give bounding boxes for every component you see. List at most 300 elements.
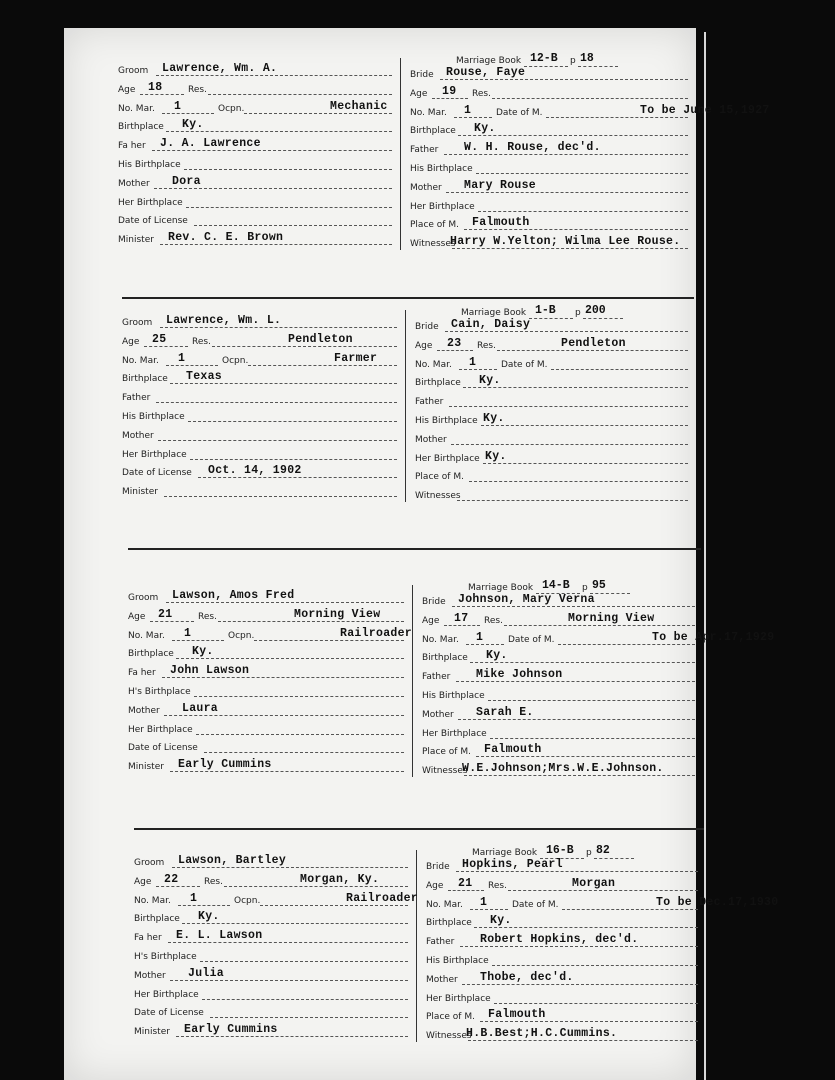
groom-field-row [122,444,397,462]
field-label: Date of License [128,743,198,754]
field-label: Father [426,937,455,948]
fill-line [445,331,688,332]
fill-line [212,346,397,347]
marriage-book-label: Marriage Book [461,308,527,318]
field-label: Her Birthplace [410,201,475,212]
page-value: 82 [596,844,610,857]
groom-field-row [118,60,392,78]
groom-field-row [122,481,397,499]
fill-line [492,965,698,966]
bride-no-mar-value: 1 [476,630,484,644]
groom-field-row [134,871,408,889]
field-label: Mother [410,182,442,193]
page-value: 200 [585,304,606,317]
groom-ocpn-value: Railroader [346,891,419,905]
field-label: Birthplace [134,914,180,925]
page-label: p [575,308,581,318]
field-label: Mother [118,178,150,189]
fill-line [160,244,392,245]
groom-mother-value: Julia [188,966,225,980]
field-label: Groom [134,858,165,868]
field-label: Birthplace [128,649,174,660]
field-label: Date of License [122,468,192,479]
field-label: Fa her [134,933,162,944]
bride-field-row [422,591,695,609]
field-label: His Birthplace [415,416,478,426]
bride-her-birthplace-value: Ky. [485,449,507,463]
column-divider [405,310,406,502]
fill-line [224,886,408,887]
fill-line [446,192,688,193]
fill-line [160,327,397,328]
fill-line [152,150,392,151]
fill-line [440,79,688,80]
bride-field-row [415,485,688,503]
field-label: Groom [122,318,153,328]
bride-field-row [415,391,688,409]
groom-field-row [128,737,404,755]
field-label: Father [410,145,439,156]
groom-field-row [118,210,392,228]
bride-mother-value: Thobe, dec'd. [480,970,574,984]
field-label: Mother [422,709,454,720]
fill-line [184,169,392,170]
field-label: His Birthplace [410,164,473,174]
groom-field-row [128,625,413,643]
field-label: Minister [118,235,154,246]
fill-line [457,500,688,501]
field-label: Witnesses [415,491,461,502]
groom-date-of-license-value: Oct. 14, 1902 [208,464,302,478]
groom-name-value: Lawson, Amos Fred [172,589,295,602]
field-label: Place of M. [426,1012,475,1023]
field-label: No. Mar. [118,103,155,114]
groom-father-value: E. L. Lawson [176,929,263,943]
groom-field-row [122,312,397,330]
groom-field-row [118,173,392,191]
groom-field-row [122,368,397,386]
fill-line [144,346,188,347]
groom-age-value: 22 [164,872,179,886]
bride-field-row [410,139,688,157]
bride-place-of-m-value: Falmouth [472,216,530,230]
fill-line [168,942,408,943]
bride-mother-value: Mary Rouse [464,178,537,192]
field-label: Mother [415,434,447,445]
groom-name-value: Lawson, Bartley [178,854,287,867]
field-label: No. Mar. [128,630,165,641]
field-label: Father [415,397,444,408]
record-separator [134,828,704,830]
fill-line [248,365,397,366]
bride-field-row [410,214,688,232]
field-label: His Birthplace [422,691,485,701]
field-label: Ocpn. [234,895,261,906]
groom-field-row [128,700,404,718]
bride-mother-value: Sarah E. [476,705,534,719]
bride-father-value: Robert Hopkins, dec'd. [480,933,639,947]
fill-line [470,662,695,663]
fill-line [170,383,397,384]
field-label: Date of License [118,216,188,227]
fill-line [488,700,695,701]
fill-line [166,131,392,132]
marriage-record-card [118,52,770,288]
bride-field-row [422,685,695,703]
bride-field-row [410,177,688,195]
fill-line [444,625,480,626]
groom-field-row [122,331,397,349]
bride-field-row [415,316,688,334]
bride-field-row [410,102,770,120]
fill-line [218,621,404,622]
field-label: No. Mar. [134,895,171,906]
bride-field-row [410,83,688,101]
field-label: No. Mar. [422,634,459,645]
groom-field-row [118,135,392,153]
bride-field-row [410,158,688,176]
bride-field-row [426,950,698,968]
bride-field-row [422,647,695,665]
fill-line [210,1017,408,1018]
bride-field-row [426,894,779,912]
bride-field-row [415,372,688,390]
groom-no-mar-value: 1 [184,626,192,640]
groom-field-row [118,116,392,134]
field-label: Her Birthplace [426,993,491,1004]
bride-field-row [415,429,688,447]
bride-place-of-m-value: Falmouth [484,743,542,757]
field-label: Res. [198,611,217,622]
field-label: Birthplace [118,122,164,133]
groom-father-value: J. A. Lawrence [160,137,261,151]
field-label: Date of M. [501,359,548,370]
fill-line [464,229,688,230]
field-label: Bride [426,862,450,872]
bride-place-of-m-value: Falmouth [488,1008,546,1022]
field-label: Age [415,340,433,351]
bride-witnesses-value: Harry W.Yelton; Wilma Lee Rouse. [450,235,681,249]
groom-birthplace-value: Ky. [182,118,204,132]
fill-line [200,961,408,962]
groom-field-row [128,606,404,624]
marriage-book-value: 1-B [535,304,556,317]
field-label: Bride [410,70,434,80]
groom-field-row [134,927,408,945]
field-label: Res. [477,340,496,351]
bride-field-row [426,1006,698,1024]
fill-line [254,640,404,641]
field-label: Res. [192,336,211,347]
bride-birthplace-value: Ky. [490,914,512,928]
field-label: Birthplace [410,126,456,137]
fill-line [244,113,392,114]
bride-field-row [426,912,698,930]
groom-res-value: Morgan, Ky. [300,872,380,886]
fill-line [188,421,397,422]
fill-line [460,946,698,947]
groom-father-value: John Lawson [170,664,250,678]
page-label: p [570,56,576,66]
fill-line [156,886,200,887]
groom-field-row [128,587,404,605]
column-divider [416,850,417,1042]
field-label: Place of M. [422,747,471,758]
groom-no-mar-value: 1 [190,891,198,905]
fill-line [464,775,695,776]
fill-line [154,188,392,189]
marriage-book-label: Marriage Book [456,56,522,66]
field-label: His Birthplace [122,412,185,422]
groom-field-row [128,643,404,661]
groom-ocpn-value: Farmer [334,351,378,365]
marriage-book-label: Marriage Book [468,583,534,593]
bride-date-of-m-value: To be June 15,1927 [640,103,770,117]
field-label: Ocpn. [222,355,249,366]
field-label: Ocpn. [218,103,245,114]
fill-line [162,113,214,114]
groom-field-row [118,229,392,247]
field-label: Witnesses [426,1031,472,1042]
bride-witnesses-value: H.B.Best;H.C.Cummins. [466,1027,618,1041]
fill-line [458,719,695,720]
fill-line [156,402,397,403]
fill-line [202,999,408,1000]
bride-field-row [410,196,688,214]
page-label: p [582,583,588,593]
field-label: Birthplace [415,378,461,389]
bride-field-row [426,969,698,987]
groom-field-row [134,852,408,870]
bride-res-value: Morgan [572,876,616,890]
fill-line [150,621,194,622]
field-label: Witnesses [422,766,468,777]
fill-line [176,1036,408,1037]
page-label: p [586,848,592,858]
field-label: Birthplace [122,374,168,385]
fill-line [546,117,688,118]
bride-no-mar-value: 1 [480,895,488,909]
bride-field-row [415,335,688,353]
bride-name-value: Johnson, Mary Verna [458,593,595,606]
field-label: Res. [472,88,491,99]
fill-line [494,1003,698,1004]
bride-date-of-m-value: To be Dec.17,1930 [656,895,779,909]
bride-field-row [410,64,688,82]
groom-minister-value: Early Cummins [184,1023,278,1037]
fill-line [260,905,408,906]
bride-date-of-m-value: To be Apr.17,1929 [652,630,775,644]
field-label: Place of M. [410,220,459,231]
bride-no-mar-value: 1 [464,103,472,117]
bride-birthplace-value: Ky. [486,649,508,663]
fill-line [198,477,397,478]
bride-birthplace-value: Ky. [479,374,501,388]
fill-line [172,867,408,868]
groom-field-row [128,719,404,737]
fill-line [194,225,392,226]
field-label: Her Birthplace [122,449,187,460]
bride-field-row [426,856,698,874]
fill-line [178,905,230,906]
bride-birthplace-value: Ky. [474,122,496,136]
field-label: No. Mar. [415,359,452,370]
groom-field-row [128,662,404,680]
groom-ocpn-value: Railroader [340,626,413,640]
groom-mother-value: Dora [172,174,201,188]
field-label: Mother [426,974,458,985]
field-label: Ocpn. [228,630,255,641]
bride-res-value: Morning View [568,611,655,625]
bride-name-value: Rouse, Faye [446,66,526,79]
groom-mother-value: Laura [182,701,219,715]
groom-no-mar-value: 1 [178,351,186,365]
groom-field-row [122,387,397,405]
groom-minister-value: Rev. C. E. Brown [168,231,284,245]
bride-field-row [415,448,688,466]
marriage-record-card [134,844,779,1080]
bride-field-row [426,1025,698,1043]
fill-line [476,173,688,174]
groom-field-row [134,984,408,1002]
fill-line [474,927,698,928]
groom-res-value: Pendleton [288,332,353,346]
bride-name-value: Cain, Daisy [451,318,531,331]
fill-line [170,980,408,981]
groom-field-row [134,908,408,926]
bride-age-value: 23 [447,336,462,350]
field-label: His Birthplace [118,160,181,170]
groom-field-row [134,946,408,964]
field-label: Age [422,615,440,626]
field-label: Age [426,880,444,891]
field-label: Groom [118,66,149,76]
groom-age-value: 18 [148,80,163,94]
groom-field-row [128,681,404,699]
record-separator [122,297,694,299]
bride-name-value: Hopkins, Pearl [462,858,563,871]
field-label: Mother [128,705,160,716]
field-label: No. Mar. [122,355,159,366]
bride-field-row [415,466,688,484]
groom-field-row [122,406,397,424]
record-separator [128,548,701,550]
field-label: His Birthplace [426,956,489,966]
fill-line [470,909,508,910]
fill-line [166,602,404,603]
bride-field-row [426,931,698,949]
fill-line [166,365,218,366]
fill-line [468,1040,698,1041]
field-label: Her Birthplace [134,989,199,1000]
bride-age-value: 17 [454,611,469,625]
field-label: Date of M. [512,899,559,910]
field-label: Her Birthplace [128,724,193,735]
field-label: Mother [122,430,154,441]
bride-field-row [422,666,695,684]
bride-field-row [422,629,775,647]
fill-line [190,459,397,460]
field-label: H's Birthplace [128,687,191,697]
field-label: Place of M. [415,472,464,483]
groom-no-mar-value: 1 [174,99,182,113]
bride-field-row [426,988,698,1006]
fill-line [480,1021,698,1022]
fill-line [466,644,504,645]
fill-line [456,681,695,682]
marriage-book-value: 12-B [530,52,558,65]
groom-field-row [134,1002,408,1020]
field-label: Groom [128,593,159,603]
fill-line [452,248,688,249]
groom-field-row [118,192,392,210]
field-label: Age [118,84,136,95]
fill-line [196,734,404,735]
fill-line [463,387,688,388]
fill-line [182,923,408,924]
groom-field-row [128,756,404,774]
field-label: Her Birthplace [415,453,480,464]
groom-res-value: Morning View [294,607,381,621]
fill-line [164,715,404,716]
field-label: Witnesses [410,239,456,250]
groom-field-row [134,965,408,983]
fill-line [437,350,473,351]
groom-field-row [122,462,397,480]
groom-birthplace-value: Ky. [192,645,214,659]
fill-line [176,658,404,659]
bride-res-value: Pendleton [561,336,626,350]
fill-line [483,463,688,464]
fill-line [497,350,688,351]
field-label: Date of M. [508,634,555,645]
fill-line [504,625,695,626]
field-label: No. Mar. [410,107,447,118]
fill-line [476,756,695,757]
fill-line [469,481,688,482]
fill-line [451,444,688,445]
fill-line [444,154,688,155]
bride-no-mar-value: 1 [469,355,477,369]
bride-field-row [422,704,695,722]
field-label: Father [422,672,451,683]
groom-birthplace-value: Texas [186,370,223,384]
fill-line [558,644,695,645]
column-divider [400,58,401,250]
groom-field-row [122,425,397,443]
fill-line [562,909,698,910]
page-edge [704,32,706,1080]
field-label: Date of M. [496,107,543,118]
fill-line [449,406,688,407]
groom-ocpn-value: Mechanic [330,99,388,113]
field-label: Res. [484,615,503,626]
field-label: Mother [134,970,166,981]
field-label: Age [410,88,428,99]
fill-line [458,135,688,136]
groom-field-row [134,1021,408,1039]
fill-line [478,211,688,212]
fill-line [490,738,695,739]
groom-field-row [118,154,392,172]
field-label: Res. [188,84,207,95]
groom-name-value: Lawrence, Wm. L. [166,314,282,327]
bride-field-row [415,354,688,372]
fill-line [432,98,468,99]
fill-line [452,606,695,607]
field-label: Minister [128,762,164,773]
fill-line [140,94,184,95]
